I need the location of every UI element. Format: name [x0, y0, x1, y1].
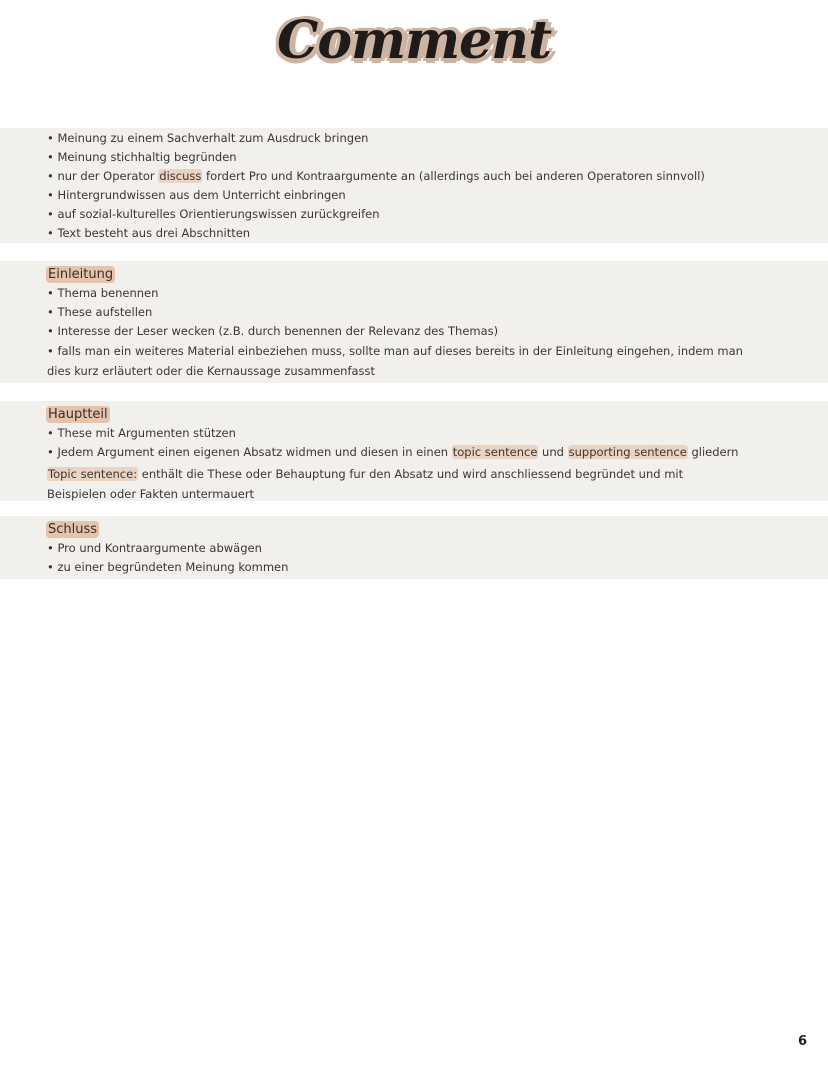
note-continuation: Beispielen oder Fakten untermauert: [47, 487, 255, 501]
text: gliedern: [687, 445, 739, 459]
text: • Jedem Argument einen eigenen Absatz widmen und diesen in einen: [47, 445, 452, 459]
text: fordert Pro und Kontraargumente an (allerdings auch bei anderen Operatoren sinnvoll): [202, 169, 705, 183]
list-item: • zu einer begründeten Meinung kommen: [47, 560, 289, 574]
highlight-topic-sentence: topic sentence: [452, 445, 538, 459]
list-item: • Meinung zu einem Sachverhalt zum Ausdruck bringen: [47, 131, 369, 145]
title-logo: [0, 10, 828, 71]
list-item: [47, 167, 828, 186]
text: enthält die These oder Behauptung fur den Absatz und wird anschliessend begründet und mit: [138, 467, 684, 481]
list-item: • Pro und Kontraargumente abwägen: [47, 541, 262, 555]
schluss-section: [0, 516, 828, 579]
highlight-topic-sentence-label: Topic sentence:: [48, 467, 138, 481]
list-item: • These mit Argumenten stützen: [47, 426, 236, 440]
intro-section: [0, 128, 828, 243]
text: • nur der Operator: [47, 169, 159, 183]
list-item: • Meinung stichhaltig begründen: [47, 150, 237, 164]
list-item: • These aufstellen: [47, 305, 153, 319]
highlight-discuss: discuss: [159, 169, 202, 183]
text: und: [538, 445, 568, 459]
list-item: • Thema benennen: [47, 286, 159, 300]
section-heading: Schluss: [48, 522, 98, 537]
page-number: 6: [798, 1034, 808, 1049]
list-item: • Interesse der Leser wecken (z.B. durch benennen der Relevanz des Themas): [47, 324, 499, 338]
einleitung-section: [0, 261, 828, 383]
list-item: • auf sozial-kulturelles Orientierungswissen zurückgreifen: [47, 207, 380, 221]
highlight-supporting-sentence: supporting sentence: [568, 445, 687, 459]
section-heading: Einleitung: [48, 267, 114, 282]
list-item: • falls man ein weiteres Material einbeziehen muss, sollte man auf dieses bereits in der Einleitung eingehen, indem man: [47, 344, 743, 358]
list-item: • Text besteht aus drei Abschnitten: [47, 226, 251, 240]
list-item: [47, 443, 828, 462]
section-heading: Hauptteil: [48, 407, 108, 422]
page-title: Comment: [276, 10, 552, 71]
list-item: • Hintergrundwissen aus dem Unterricht einbringen: [47, 188, 346, 202]
list-item-continuation: dies kurz erläutert oder die Kernaussage zusammenfasst: [47, 364, 376, 378]
note: [47, 464, 828, 484]
hauptteil-section: [0, 401, 828, 501]
